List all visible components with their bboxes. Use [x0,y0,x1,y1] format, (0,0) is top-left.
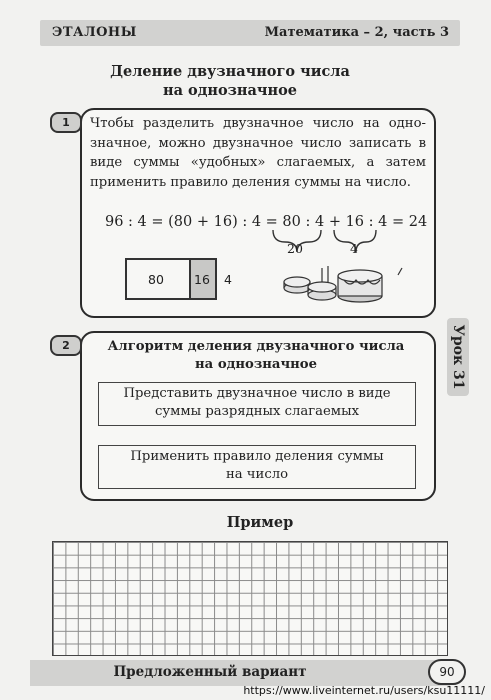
strip-divisor: 4 [224,272,232,287]
algorithm-step-2 [98,445,416,489]
lesson-side-label: Урок 31 [450,324,466,390]
algorithm-title [98,338,414,374]
section-number-1: 1 [50,112,82,133]
page-number: 90 [428,659,466,685]
partial-quotient-1: 20 [287,241,303,256]
header-label: ЭТАЛОНЫ [52,25,137,40]
lesson-title-line2: на однозначное [162,82,298,99]
step2-line1: Применить правило деления суммы [130,449,384,464]
algorithm-title-line2: на однозначное [195,357,317,372]
header-subject: Математика – 2, часть 3 [264,25,449,40]
step2-line2: на число [225,467,289,482]
rule-text: Чтобы разделить двузначное число на однозначное, можно двузначное число записать в виде суммы «удобных» слагаемых, а затем применить правило деления суммы на число. [90,116,426,190]
lesson-title-line1: Деление двузначного числа [110,63,350,80]
equation: 96 : 4 = (80 + 16) : 4 = 80 : 4 + 16 : 4 = 24 [105,214,428,230]
example-title: Пример [226,514,294,531]
watermark-url[interactable]: https://www.liveinternet.ru/users/ksu11111/ [243,684,485,697]
algorithm-step-1 [98,382,416,426]
algorithm-title-line1: Алгоритм деления двузначного числа [107,339,405,354]
step1-line1: Представить двузначное число в виде [123,386,391,401]
strip-label-80: 80 [148,272,164,287]
footer-text: Предложенный вариант [113,664,307,680]
strip-label-16: 16 [194,272,210,287]
partial-quotient-2: 4 [350,241,358,256]
step1-line2: суммы разрядных слагаемых [154,404,360,419]
example-grid [52,541,448,656]
section-number-2: 2 [50,335,82,356]
